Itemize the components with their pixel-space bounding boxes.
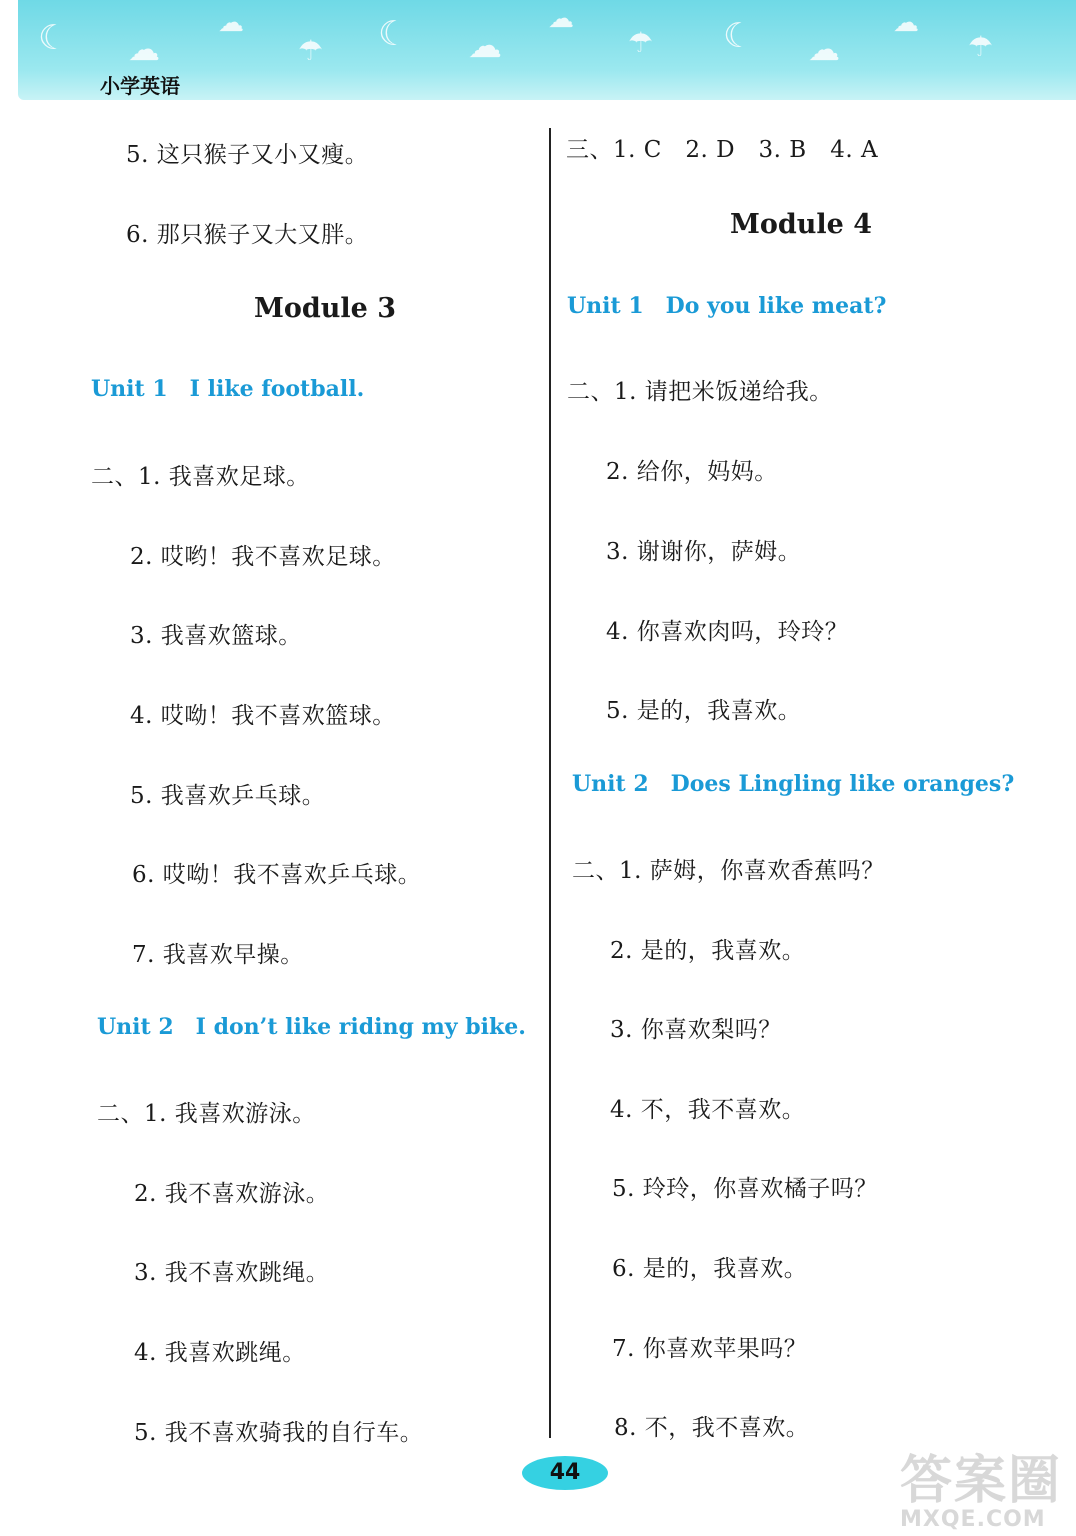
- unit-label: Unit 2: [97, 1014, 174, 1040]
- answer-line: 3. 谢谢你，萨姆。: [606, 539, 802, 565]
- cloud-icon: ☁: [893, 8, 919, 38]
- module-title: Module 3: [254, 293, 397, 324]
- answer-line: 6. 是的，我喜欢。: [612, 1256, 808, 1282]
- answer-line: 2. 给你，妈妈。: [606, 459, 778, 485]
- answer-line: 5. 这只猴子又小又瘦。: [126, 142, 369, 168]
- unit-heading: [97, 1014, 526, 1040]
- answer-line: 3. 我不喜欢跳绳。: [134, 1260, 330, 1286]
- cloud-icon: ☁: [468, 26, 502, 66]
- column-divider: [549, 128, 551, 1438]
- answer-line: 三、1. C 2. D 3. B 4. A: [566, 137, 879, 163]
- cloud-icon: ☁: [548, 4, 574, 34]
- answer-line: 5. 是的，我喜欢。: [606, 698, 802, 724]
- answer-line: 6. 哎呦！我不喜欢乒乓球。: [132, 862, 422, 888]
- moon-icon: ☾: [723, 16, 754, 56]
- unit-name: Do you like meat?: [665, 293, 887, 319]
- unit-heading: [91, 376, 364, 402]
- umbrella-icon: ☂: [968, 30, 994, 63]
- moon-icon: ☾: [378, 14, 409, 54]
- umbrella-icon: ☂: [298, 34, 324, 67]
- answer-line: 4. 哎呦！我不喜欢篮球。: [130, 703, 396, 729]
- unit-name: Does Lingling like oranges?: [670, 771, 1015, 797]
- module-title: Module 4: [730, 209, 873, 240]
- unit-label: Unit 2: [572, 771, 649, 797]
- answer-line: 4. 你喜欢肉吗，玲玲？: [606, 619, 849, 645]
- answer-line: 7. 我喜欢早操。: [132, 942, 304, 968]
- unit-heading: [567, 293, 886, 319]
- answer-line: 二、1. 请把米饭递给我。: [567, 379, 833, 405]
- page-number: 44: [522, 1456, 608, 1490]
- answer-line: 5. 玲玲，你喜欢橘子吗？: [612, 1176, 878, 1202]
- answer-line: 6. 那只猴子又大又胖。: [126, 222, 369, 248]
- answer-line: 7. 你喜欢苹果吗？: [612, 1336, 808, 1362]
- answer-line: 3. 你喜欢梨吗？: [610, 1017, 782, 1043]
- answer-line: 5. 我不喜欢骑我的自行车。: [134, 1420, 424, 1446]
- watermark: [900, 1438, 1070, 1532]
- answer-line: 5. 我喜欢乒乓球。: [130, 783, 326, 809]
- book-title: 小学英语: [100, 74, 180, 98]
- unit-label: Unit 1: [91, 376, 168, 402]
- answer-line: 2. 哎哟！我不喜欢足球。: [130, 544, 396, 570]
- umbrella-icon: ☂: [628, 26, 654, 59]
- answer-line: 二、1. 我喜欢游泳。: [97, 1101, 316, 1127]
- answer-line: 2. 是的，我喜欢。: [610, 938, 806, 964]
- answer-line: 二、1. 萨姆，你喜欢香蕉吗？: [572, 858, 885, 884]
- cloud-icon: ☁: [128, 30, 160, 68]
- answer-line: 8. 不，我不喜欢。: [614, 1415, 810, 1441]
- answer-line: 二、1. 我喜欢足球。: [91, 464, 310, 490]
- watermark-url: MXQE.COM: [900, 1507, 1046, 1532]
- unit-name: I like football.: [189, 376, 365, 402]
- moon-icon: ☾: [38, 18, 69, 58]
- unit-label: Unit 1: [567, 293, 644, 319]
- answer-line: 4. 我喜欢跳绳。: [134, 1340, 306, 1366]
- answer-line: 4. 不，我不喜欢。: [610, 1097, 806, 1123]
- unit-heading: [572, 771, 1014, 797]
- answer-line: 2. 我不喜欢游泳。: [134, 1181, 330, 1207]
- cloud-icon: ☁: [808, 30, 840, 68]
- answer-line: 3. 我喜欢篮球。: [130, 623, 302, 649]
- unit-name: I don’t like riding my bike.: [195, 1014, 526, 1040]
- watermark-logo-text: 答案圈: [900, 1451, 1063, 1511]
- cloud-icon: ☁: [218, 8, 244, 38]
